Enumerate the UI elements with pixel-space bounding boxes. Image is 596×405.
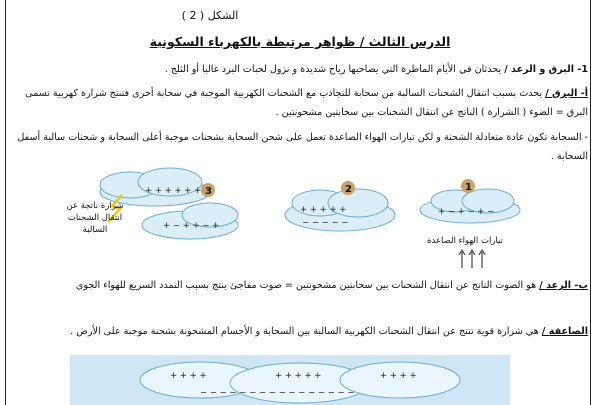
heading-thunderbolt: الصاعقة / — [541, 326, 588, 337]
svg-text:+ + + +: + + + + — [170, 371, 207, 381]
svg-text:− − − − − − − − − − − − − − −: − − − − − − − − − − − − − − − − — [200, 388, 355, 398]
svg-text:+ + + + +: + + + + + — [300, 205, 347, 215]
step-number-3: 3 — [205, 186, 212, 197]
text-lightning: يحدث بسبب انتقال الشحنات السالبة من سحابة للتجاذب مع الشحنات الكهربية الموجبة في سحابة أخرى فتنتج شرارة كهربية تسمى البرق = الضوء ( الشرارة ) الناتج عن انتقال الشحنات بين سحابتين مشحونتين . — [25, 88, 588, 118]
paragraph-thunderbolt — [10, 322, 588, 341]
svg-text:+ + + +: + + + + — [380, 371, 417, 381]
text-lightning-thunder: يحدثان في الأيام الماطرة التي يصاحبها رياح شديدة و نزول لحبات البرد غالبا أو الثلج . — [164, 64, 502, 75]
svg-text:+ − + + − +: + − + + − + — [163, 221, 220, 231]
heading-thunder: ب- الرعد / — [539, 280, 588, 291]
spark-label: شرارة ناتجة عن انتقال الشحنات السالبة — [66, 201, 124, 235]
paragraph-cloud-charge: - السحابة تكون عادة متعادلة الشحنة و لكن تيارات الهواء الصاعدة تعمل على شحن السحابة بشحنات موجبة أعلى السحابة و شحنات سالبة أسفل السحابة . — [17, 132, 588, 162]
cloud-step-1 — [420, 189, 520, 223]
step-number-2: 2 — [345, 184, 352, 195]
text-thunder: هو الصوت الناتج عن انتقال الشحنات بين سحابتين مشحونتين = صوت مفاجئ ينتج بسبب التمدد السريع للهواء الجوى — [75, 280, 537, 291]
cloud-strike — [140, 362, 460, 403]
step-number-1: 1 — [465, 182, 472, 193]
heading-lightning-thunder: 1- البرق و الرعد / — [504, 64, 588, 75]
lesson-title: الدرس الثالث / ظواهر مرتبطة بالكهرباء السكونية — [149, 34, 451, 49]
text-thunderbolt: هي شرارة قوية تنتج عن انتقال الشحنات الكهربية السالبة بين السحابة و الأجسام المشحونة بشحنة موجبة على الأرض . — [70, 326, 539, 337]
svg-text:− − − − −: − − − − − — [302, 218, 349, 228]
paragraph-thunder — [10, 276, 588, 295]
svg-text:+ + + + +: + + + + + — [275, 371, 322, 381]
svg-text:+ − + − + −: + − + − + − — [438, 207, 495, 217]
figure-label: الشكل ( 2 ) — [181, 9, 239, 22]
cloud-step-2 — [285, 189, 395, 231]
updraft-arrows-icon — [459, 250, 485, 268]
svg-text:+ + + + + +: + + + + + + — [145, 186, 202, 196]
heading-lightning: أ- البرق / — [545, 88, 588, 99]
air-currents-label: تيارات الهواء الصاعدة — [427, 236, 503, 246]
